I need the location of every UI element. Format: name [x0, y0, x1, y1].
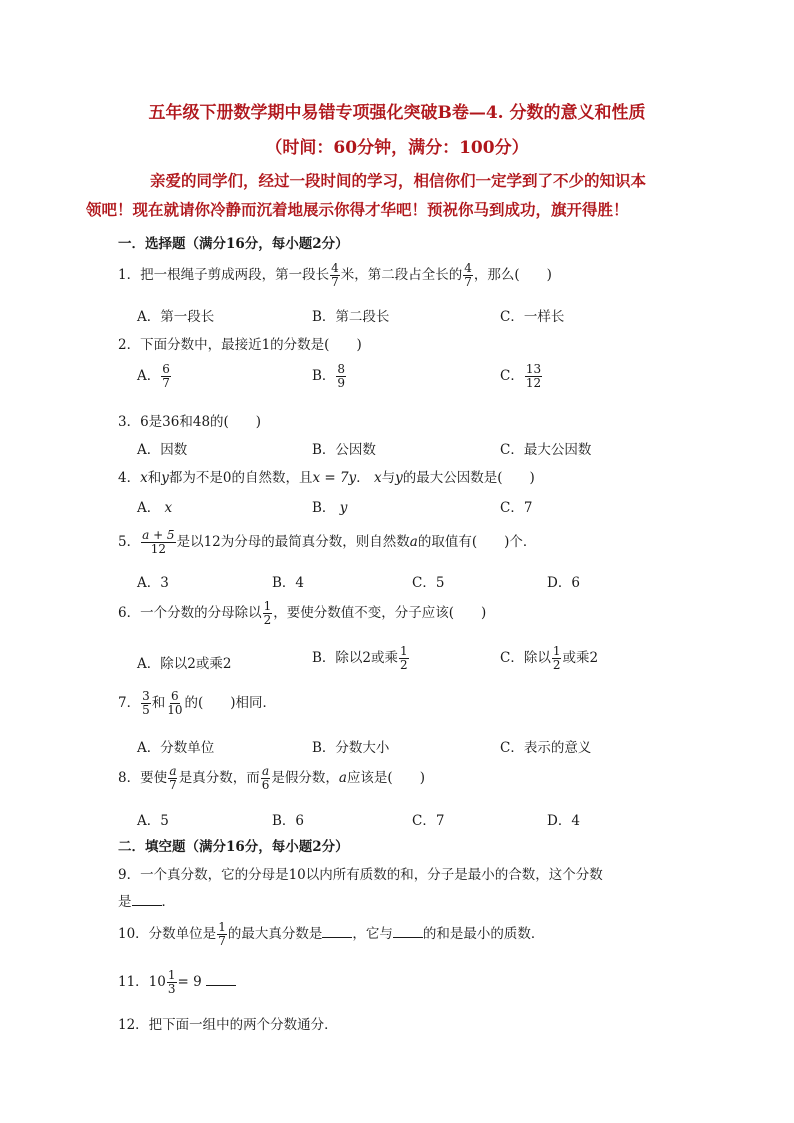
q11-text-2: = 9: [177, 974, 202, 990]
q3-option-c[interactable]: C．最大公因数: [500, 442, 592, 458]
q4-option-c[interactable]: C．7: [500, 500, 533, 516]
q4-text-5: 的最大公因数是( ): [402, 470, 535, 486]
q2-option-b-fraction: [336, 363, 346, 390]
q9-text-2: 是: [118, 894, 132, 910]
q6-text-1: 6．一个分数的分母除以: [118, 605, 262, 621]
q6-option-c-fraction: [552, 645, 562, 672]
q6-option-c[interactable]: [500, 645, 598, 672]
q9-answer-blank[interactable]: [132, 892, 162, 907]
q4-text-3: ．: [356, 470, 370, 486]
q7-option-a[interactable]: A．分数单位: [137, 740, 215, 756]
q6-option-b-text: B．除以2或乘: [312, 650, 399, 666]
q6-fraction: [263, 600, 273, 627]
q2-option-b[interactable]: [312, 363, 347, 390]
question-2: 2．下面分数中，最接近1的分数是( ): [118, 337, 362, 353]
q1-f2-denominator: 7: [464, 275, 472, 289]
question-3: 3．6是36和48的( ): [118, 414, 262, 430]
q4-option-b[interactable]: [312, 496, 347, 516]
section-heading-fill: 二．填空题（满分16分，每小题2分）: [118, 839, 349, 855]
q7-text-1: 和: [151, 695, 166, 711]
q4-option-a-letter: A．: [137, 500, 161, 516]
q8-f1-denominator: 7: [169, 778, 177, 792]
question-12: 12．把下面一组中的两个分数通分．: [118, 1017, 338, 1033]
q4-number: 4．: [118, 470, 141, 486]
q6-option-b-fraction: [399, 645, 409, 672]
q11-answer-blank[interactable]: [206, 972, 236, 987]
q8-f1-numerator: a: [169, 764, 177, 778]
q1-f1-denominator: 7: [331, 275, 339, 289]
q1-fraction-1: [330, 262, 340, 289]
q2-a-numerator: 6: [162, 362, 170, 376]
q4-option-a[interactable]: [137, 496, 172, 516]
q4-option-b-value: y: [339, 500, 348, 516]
q7-option-c[interactable]: C．表示的意义: [500, 740, 592, 756]
q8-option-c[interactable]: C．7: [412, 813, 445, 829]
q2-b-denominator: 9: [337, 376, 346, 390]
q1-text-a: 1．把一根绳子剪成两段，第一段长: [118, 267, 330, 283]
q7-f2-numerator: 6: [171, 689, 179, 703]
q8-f2-denominator: 6: [261, 778, 270, 792]
q4-text-1: 和: [147, 470, 162, 486]
q10-text-2: 的最大真分数是: [227, 926, 323, 942]
q2-option-a[interactable]: [137, 363, 172, 390]
q5-option-a[interactable]: A．3: [137, 575, 169, 591]
q8-text-4: 应该是( ): [346, 770, 425, 786]
q2-option-a-fraction: [161, 363, 171, 390]
q11-denominator: 3: [167, 982, 176, 996]
q7-option-b[interactable]: B．分数大小: [312, 740, 390, 756]
q7-f1-denominator: 5: [142, 703, 150, 717]
q5-text-2: 的取值有( )个．: [417, 534, 537, 550]
q2-c-denominator: 12: [525, 376, 542, 390]
q6-b-denominator: 2: [400, 658, 408, 672]
q5-var-a: a: [409, 534, 418, 550]
q5-number: 5．: [118, 534, 141, 550]
question-9: 9．一个真分数，它的分母是10以内所有质数的和，分子是最小的合数，这个分数: [118, 867, 603, 883]
q4-equation: x = 7y: [312, 470, 357, 486]
q4-var-x: x: [140, 470, 148, 486]
q4-text-4: 与: [381, 470, 396, 486]
page-title: 五年级下册数学期中易错专项强化突破B卷—4. 分数的意义和性质: [148, 103, 646, 123]
q2-option-b-letter: B．: [312, 368, 336, 384]
section-heading-choice: 一．选择题（满分16分，每小题2分）: [118, 236, 349, 252]
q1-f2-numerator: 4: [464, 261, 472, 275]
q2-option-c-letter: C．: [500, 368, 524, 384]
intro-line-2: 领吧！现在就请你冷静而沉着地展示你得才华吧！预祝你马到成功，旗开得胜！: [86, 200, 629, 219]
q5-denominator: 12: [150, 542, 166, 556]
q10-denominator: 7: [218, 934, 226, 948]
q4-var-y: y: [161, 470, 169, 486]
question-10: [118, 921, 544, 948]
q5-numerator: a + 5: [142, 528, 175, 542]
q6-c-numerator: 1: [552, 644, 561, 658]
question-5: [118, 529, 536, 556]
q6-option-c-text-2: 或乘2: [562, 650, 599, 666]
q8-option-a[interactable]: A．5: [137, 813, 169, 829]
q7-fraction-1: [141, 690, 151, 717]
q6-numerator: 1: [263, 599, 272, 613]
q6-option-c-text-1: C．除以: [500, 650, 551, 666]
q10-answer-blank-1[interactable]: [322, 924, 352, 939]
q11-numerator: 1: [167, 968, 176, 982]
q6-b-numerator: 1: [400, 644, 408, 658]
q2-b-numerator: 8: [337, 362, 346, 376]
q2-option-c-fraction: [525, 363, 542, 390]
q2-option-a-letter: A．: [137, 368, 161, 384]
q8-option-d[interactable]: D．4: [547, 813, 580, 829]
q4-text-2: 都为不是0的自然数，且: [168, 470, 313, 486]
q6-option-a[interactable]: A．除以2或乘2: [137, 656, 232, 672]
q10-answer-blank-2[interactable]: [393, 924, 423, 939]
q1-text-c: ，那么( ): [473, 267, 552, 283]
q7-f1-numerator: 3: [142, 689, 150, 703]
question-6: [118, 600, 486, 627]
q1-option-a[interactable]: A．第一段长: [137, 309, 215, 325]
q8-option-b[interactable]: B．6: [272, 813, 305, 829]
q4-option-a-value: x: [164, 500, 173, 516]
q10-fraction: [217, 921, 227, 948]
q8-text-3: 是假分数，: [271, 770, 339, 786]
q10-text-1: 10．分数单位是: [118, 926, 217, 942]
q10-text-4: 的和是最小的质数．: [422, 926, 545, 942]
q11-text-1: 11．10: [118, 974, 166, 990]
q6-text-2: ，要使分数值不变，分子应该( ): [273, 605, 487, 621]
q6-c-denominator: 2: [552, 658, 561, 672]
q8-f2-numerator: a: [261, 764, 270, 778]
q2-option-c[interactable]: [500, 363, 543, 390]
question-4: [118, 466, 535, 486]
q5-option-b[interactable]: B．4: [272, 575, 305, 591]
q7-number: 7．: [118, 695, 141, 711]
question-11: [118, 969, 236, 996]
q8-text-1: 8．要使: [118, 770, 168, 786]
q9-end: ．: [161, 894, 175, 910]
q5-text-1: 是以12为分母的最简真分数，则自然数: [176, 534, 410, 550]
q5-option-d[interactable]: D．6: [547, 575, 580, 591]
q4-var-x-2: x: [373, 470, 382, 486]
q1-option-b[interactable]: B．第二段长: [312, 309, 390, 325]
q5-option-c[interactable]: C．5: [412, 575, 445, 591]
q7-f2-denominator: 10: [167, 703, 183, 717]
q2-c-numerator: 13: [525, 362, 542, 376]
page-subtitle: （时间：60分钟，满分：100分）: [265, 138, 529, 158]
q2-a-denominator: 7: [162, 376, 170, 390]
intro-line-1: 亲爱的同学们，经过一段时间的学习，相信你们一定学到了不少的知识本: [150, 171, 647, 190]
q8-fraction-2: [261, 765, 271, 792]
intro-text: [86, 166, 678, 224]
q8-text-2: 是真分数，而: [178, 770, 260, 786]
q1-fraction-2: [463, 262, 473, 289]
question-8: [118, 765, 425, 792]
q8-var-a: a: [338, 770, 347, 786]
q1-option-c[interactable]: C．一样长: [500, 309, 565, 325]
q1-text-b: 米，第二段占全长的: [340, 267, 463, 283]
q3-option-b[interactable]: B．公因数: [312, 442, 376, 458]
q7-fraction-2: [166, 690, 183, 717]
q3-option-a[interactable]: A．因数: [137, 442, 188, 458]
q8-fraction-1: [168, 765, 178, 792]
q1-f1-numerator: 4: [331, 261, 339, 275]
question-1: [118, 262, 552, 289]
q10-text-3: ，它与: [352, 926, 393, 942]
q7-text-2: 的( )相同．: [184, 695, 277, 711]
q6-denominator: 2: [263, 613, 272, 627]
q6-option-b[interactable]: [312, 645, 410, 672]
q11-fraction: [167, 969, 177, 996]
q10-numerator: 1: [218, 920, 226, 934]
question-7: [118, 690, 276, 717]
q5-fraction: [141, 529, 175, 556]
q4-option-b-letter: B．: [312, 500, 336, 516]
question-9-line-2: [118, 890, 175, 910]
q4-var-y-2: y: [395, 470, 403, 486]
